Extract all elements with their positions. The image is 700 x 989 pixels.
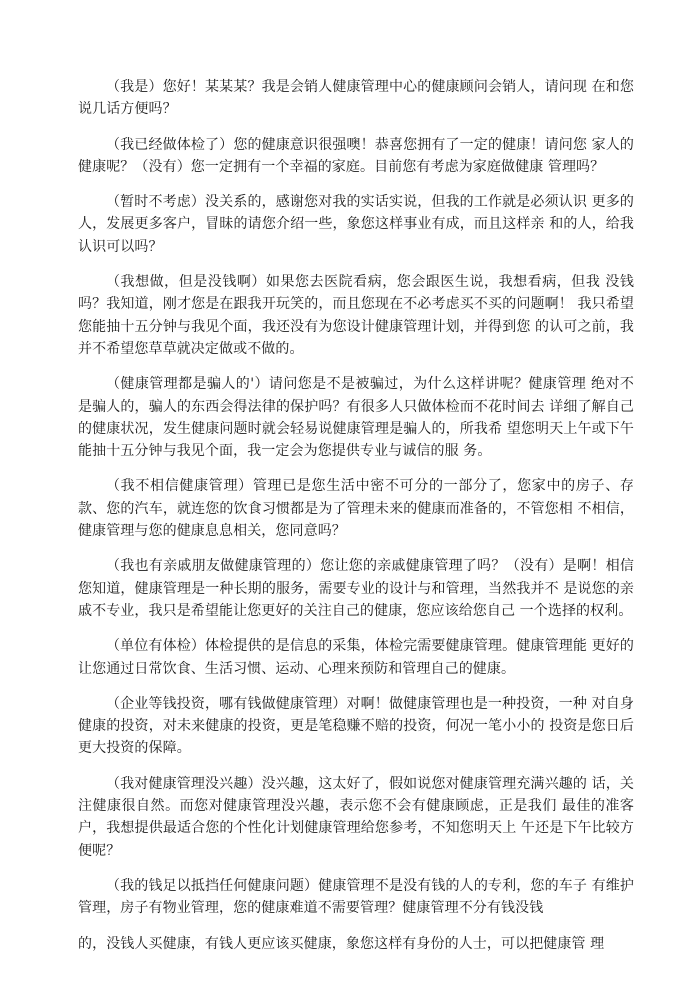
paragraph-3: （暂时不考虑）没关系的，感谢您对我的实话实说，但我的工作就是必须认识 更多的人，发展更多客户，冒昧的请您介绍一些，象您这样事业有成，而且这样亲 和的人，给我认识可以吗？ [78, 194, 634, 255]
paragraph-6: （我不相信健康管理）管理已是您生活中密不可分的一部分了，您家中的房子、存款、您的汽车，就连您的饮食习惯都是为了管理未来的健康而准备的，不管您相 不相信，健康管理与您的健康息息相关，您同意吗？ [78, 478, 634, 540]
paragraph-1: （我是）您好！某某某？我是会销人健康管理中心的健康顾问会销人，请问现 在和您说几话方便吗？ [78, 79, 634, 118]
paragraph-4: （我想做，但是没钱啊）如果您去医院看病，您会跟医生说，我想看病，但我 没钱吗？我知道，刚才您是在跟我开玩笑的，而且您现在不必考虑买不买的问题啊！ 我只希望您能抽十五分钟与我见个面，我还没有为您设计健康管理计划，并得到您 的认可之前，我并不希望您草草就决定做或不做的。 [78, 274, 634, 357]
document-body [78, 76, 634, 968]
paragraph-10: （我对健康管理没兴趣）没兴趣，这太好了，假如说您对健康管理充满兴趣的 话，关注健康很自然。而您对健康管理没兴趣，表示您不会有健康顾虑，正是我们 最佳的准客户，我想提供最适合您的个性化计划健康管理给您参考，不知您明天上 午还是下午比较方便呢？ [78, 775, 634, 859]
paragraph-2: （我已经做体检了）您的健康意识很强噢！恭喜您拥有了一定的健康！请问您 家人的健康呢？（没有）您一定拥有一个幸福的家庭。目前您有考虑为家庭做健康 管理吗？ [78, 136, 634, 175]
paragraph-11: （我的钱足以抵挡任何健康问题）健康管理不是没有钱的人的专利，您的车子 有维护管理，房子有物业管理，您的健康难道不需要管理？健康管理不分有钱没钱 [78, 877, 634, 917]
paragraph-7: （我也有亲戚朋友做健康管理的）您让您的亲戚健康管理了吗？（没有）是啊！相信您知道，健康管理是一种长期的服务，需要专业的设计与和管理，当然我并不 是说您的亲戚不专业，我只是希望能让您更好的关注自己的健康，您应该给您自己 一个选择的权利。 [78, 558, 634, 619]
paragraph-continuation: 的，没钱人买健康，有钱人更应该买健康，象您这样有身份的人士，可以把健康管 理 [78, 935, 605, 952]
paragraph-5: （健康管理都是骗人的'）请问您是不是被骗过，为什么这样讲呢？健康管理 绝对不是骗人的，骗人的东西会得法律的保护吗？有很多人只做体检而不花时间去 详细了解自己的健康状况，发生健康问题时就会轻易说健康管理是骗人的，所我希 望您明天上午或下午能抽十五分钟与我见个面，我一定会为您提供专业与诚信的服 务。 [78, 376, 634, 460]
paragraph-8: （单位有体检）体检提供的是信息的采集，体检完需要健康管理。健康管理能 更好的让您通过日常饮食、生活习惯、运动、心理来预防和管理自己的健康。 [78, 638, 634, 677]
paragraph-9: （企业等钱投资，哪有钱做健康管理）对啊！做健康管理也是一种投资，一种 对自身健康的投资，对未来健康的投资，更是笔稳赚不赔的投资，何况一笔小小的 投资是您日后更大投资的保障。 [78, 695, 634, 757]
